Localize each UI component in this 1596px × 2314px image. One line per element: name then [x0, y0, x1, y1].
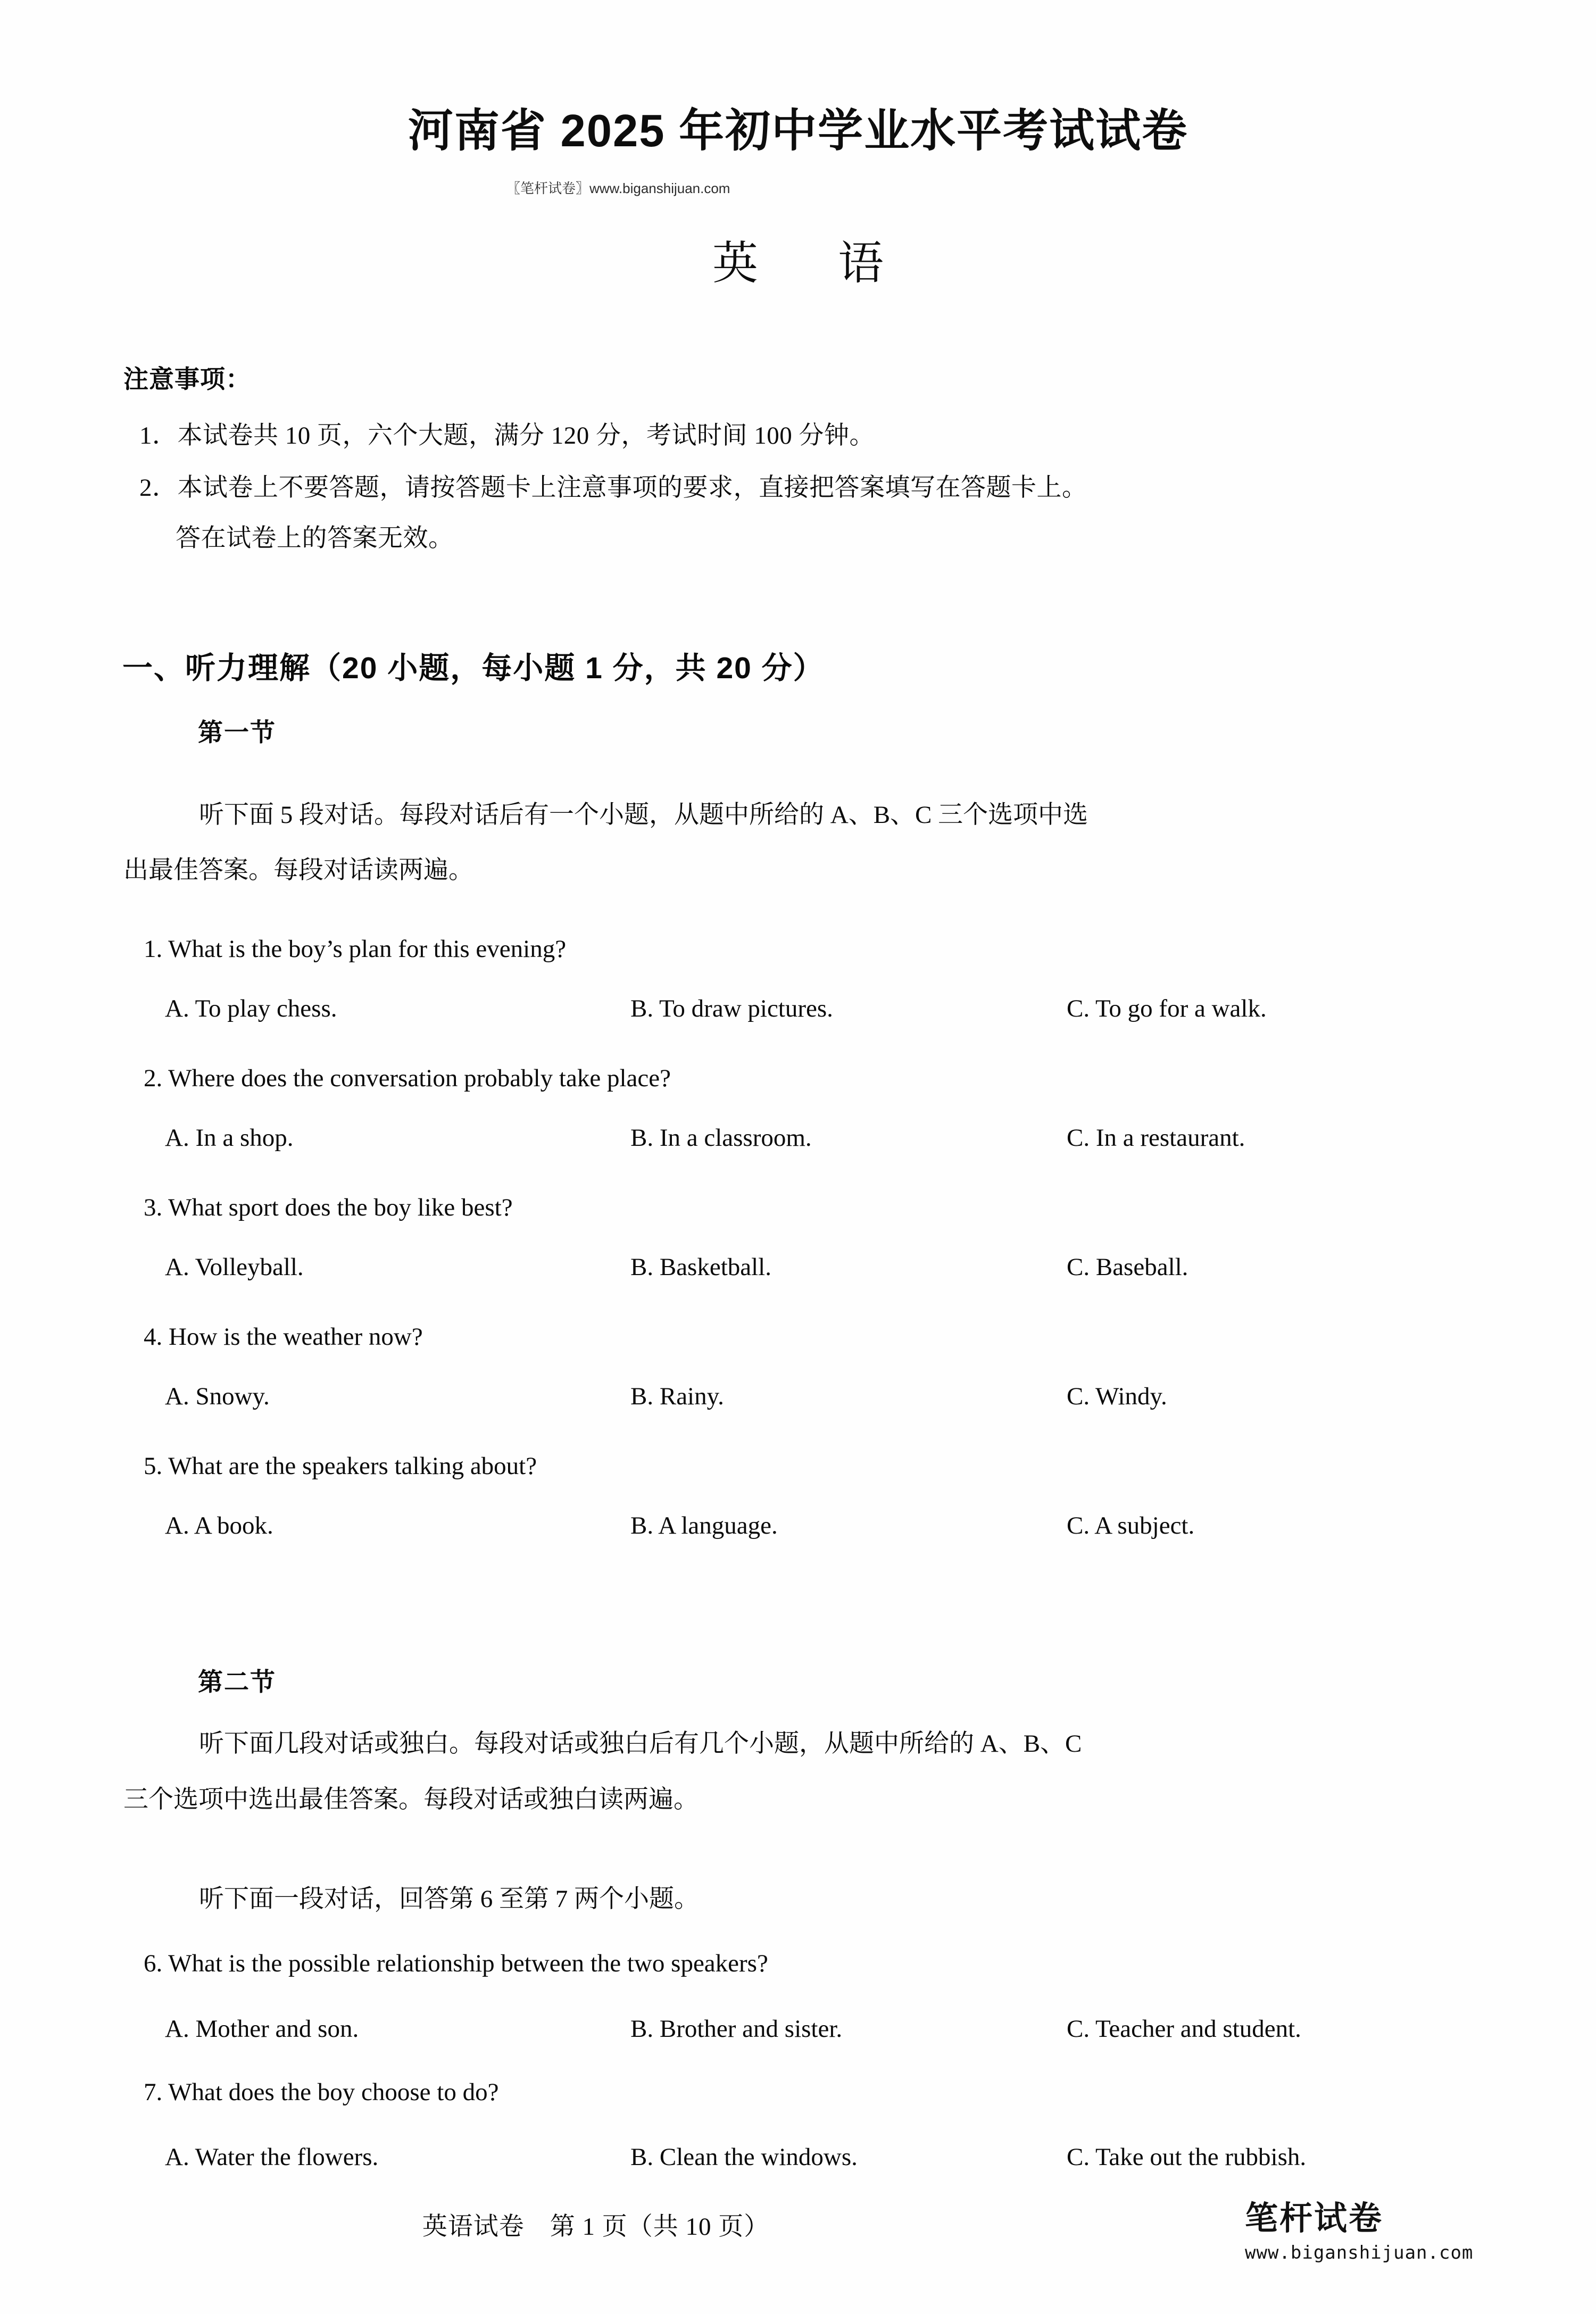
- subject-title-char-2: 语: [838, 238, 884, 289]
- page-title: 河南省 2025 年初中学业水平考试试卷: [408, 106, 1188, 156]
- question-stem-4: 4. How is the weather now?: [144, 1323, 423, 1351]
- option-a[interactable]: A. Mother and son.: [165, 2015, 359, 2043]
- question-options-7: [144, 2143, 1527, 2171]
- option-b[interactable]: B. Brother and sister.: [630, 2015, 843, 2043]
- footer-watermark-brand: 笔杆试卷: [1245, 2200, 1384, 2237]
- notes-heading: 注意事项：: [123, 365, 251, 393]
- question-stem-2: 2. Where does the conversation probably take place?: [144, 1064, 671, 1092]
- option-b[interactable]: B. Basketball.: [630, 1253, 771, 1281]
- note-item-2: 2．本试卷上不要答题，请按答题卡上注意事项的要求，直接把答案填写在答题卡上。: [139, 474, 1087, 502]
- note-item-1: 1．本试卷共 10 页，六个大题，满分 120 分，考试时间 100 分钟。: [139, 422, 875, 450]
- part-two-instruction-line-3: 听下面一段对话，回答第 6 至第 7 两个小题。: [199, 1885, 699, 1913]
- option-a[interactable]: A. A book.: [165, 1512, 273, 1539]
- option-c[interactable]: C. Windy.: [1067, 1383, 1167, 1410]
- subject-title-char-1: 英: [712, 238, 758, 289]
- note-item-2-cont: 答在试卷上的答案无效。: [176, 525, 454, 552]
- part-one-instruction-line-1: 听下面 5 段对话。每段对话后有一个小题，从题中所给的 A、B、C 三个选项中选: [199, 801, 1088, 829]
- option-b[interactable]: B. A language.: [630, 1512, 778, 1539]
- footer-page-number: 英语试卷 第 1 页（共 10 页）: [422, 2213, 770, 2241]
- subject-title: [0, 226, 1596, 292]
- option-c[interactable]: C. To go for a walk.: [1067, 995, 1267, 1022]
- section-heading-listening: 一、听力理解（20 小题，每小题 1 分，共 20 分）: [122, 651, 825, 685]
- option-b[interactable]: B. Clean the windows.: [630, 2143, 858, 2171]
- part-two-label: 第二节: [198, 1668, 276, 1696]
- question-options-3: [144, 1253, 1527, 1281]
- question-options-2: [144, 1123, 1527, 1152]
- option-c[interactable]: C. Take out the rubbish.: [1067, 2143, 1307, 2171]
- option-c[interactable]: C. Baseball.: [1067, 1253, 1188, 1281]
- question-options-1: [144, 994, 1527, 1023]
- inline-watermark: 〖笔杆试卷〗www.biganshijuan.com: [506, 180, 730, 196]
- footer-watermark-url: www.biganshijuan.com: [1245, 2242, 1474, 2263]
- option-a[interactable]: A. Volleyball.: [165, 1253, 304, 1281]
- option-a[interactable]: A. Water the flowers.: [165, 2143, 379, 2171]
- question-options-4: [144, 1382, 1527, 1411]
- option-b[interactable]: B. To draw pictures.: [630, 995, 833, 1022]
- question-stem-5: 5. What are the speakers talking about?: [144, 1452, 537, 1480]
- question-stem-3: 3. What sport does the boy like best?: [144, 1194, 513, 1221]
- question-stem-6: 6. What is the possible relationship between the two speakers?: [144, 1950, 768, 1977]
- option-c[interactable]: C. Teacher and student.: [1067, 2015, 1301, 2043]
- option-b[interactable]: B. Rainy.: [630, 1383, 724, 1410]
- option-a[interactable]: A. To play chess.: [165, 995, 337, 1022]
- option-c[interactable]: C. A subject.: [1067, 1512, 1195, 1539]
- option-a[interactable]: A. Snowy.: [165, 1383, 270, 1410]
- option-b[interactable]: B. In a classroom.: [630, 1124, 812, 1152]
- option-c[interactable]: C. In a restaurant.: [1067, 1124, 1245, 1152]
- option-a[interactable]: A. In a shop.: [165, 1124, 294, 1152]
- part-one-label: 第一节: [198, 718, 276, 746]
- part-two-instruction-line-1: 听下面几段对话或独白。每段对话或独白后有几个小题，从题中所给的 A、B、C: [199, 1730, 1082, 1758]
- question-options-5: [144, 1511, 1527, 1540]
- part-two-instruction-line-2: 三个选项中选出最佳答案。每段对话或独白读两遍。: [123, 1786, 699, 1813]
- question-stem-1: 1. What is the boy’s plan for this evening?: [144, 935, 567, 963]
- footer-watermark: [1245, 2192, 1473, 2263]
- question-stem-7: 7. What does the boy choose to do?: [144, 2078, 499, 2106]
- question-options-6: [144, 2015, 1527, 2043]
- part-one-instruction-line-2: 出最佳答案。每段对话读两遍。: [123, 856, 473, 884]
